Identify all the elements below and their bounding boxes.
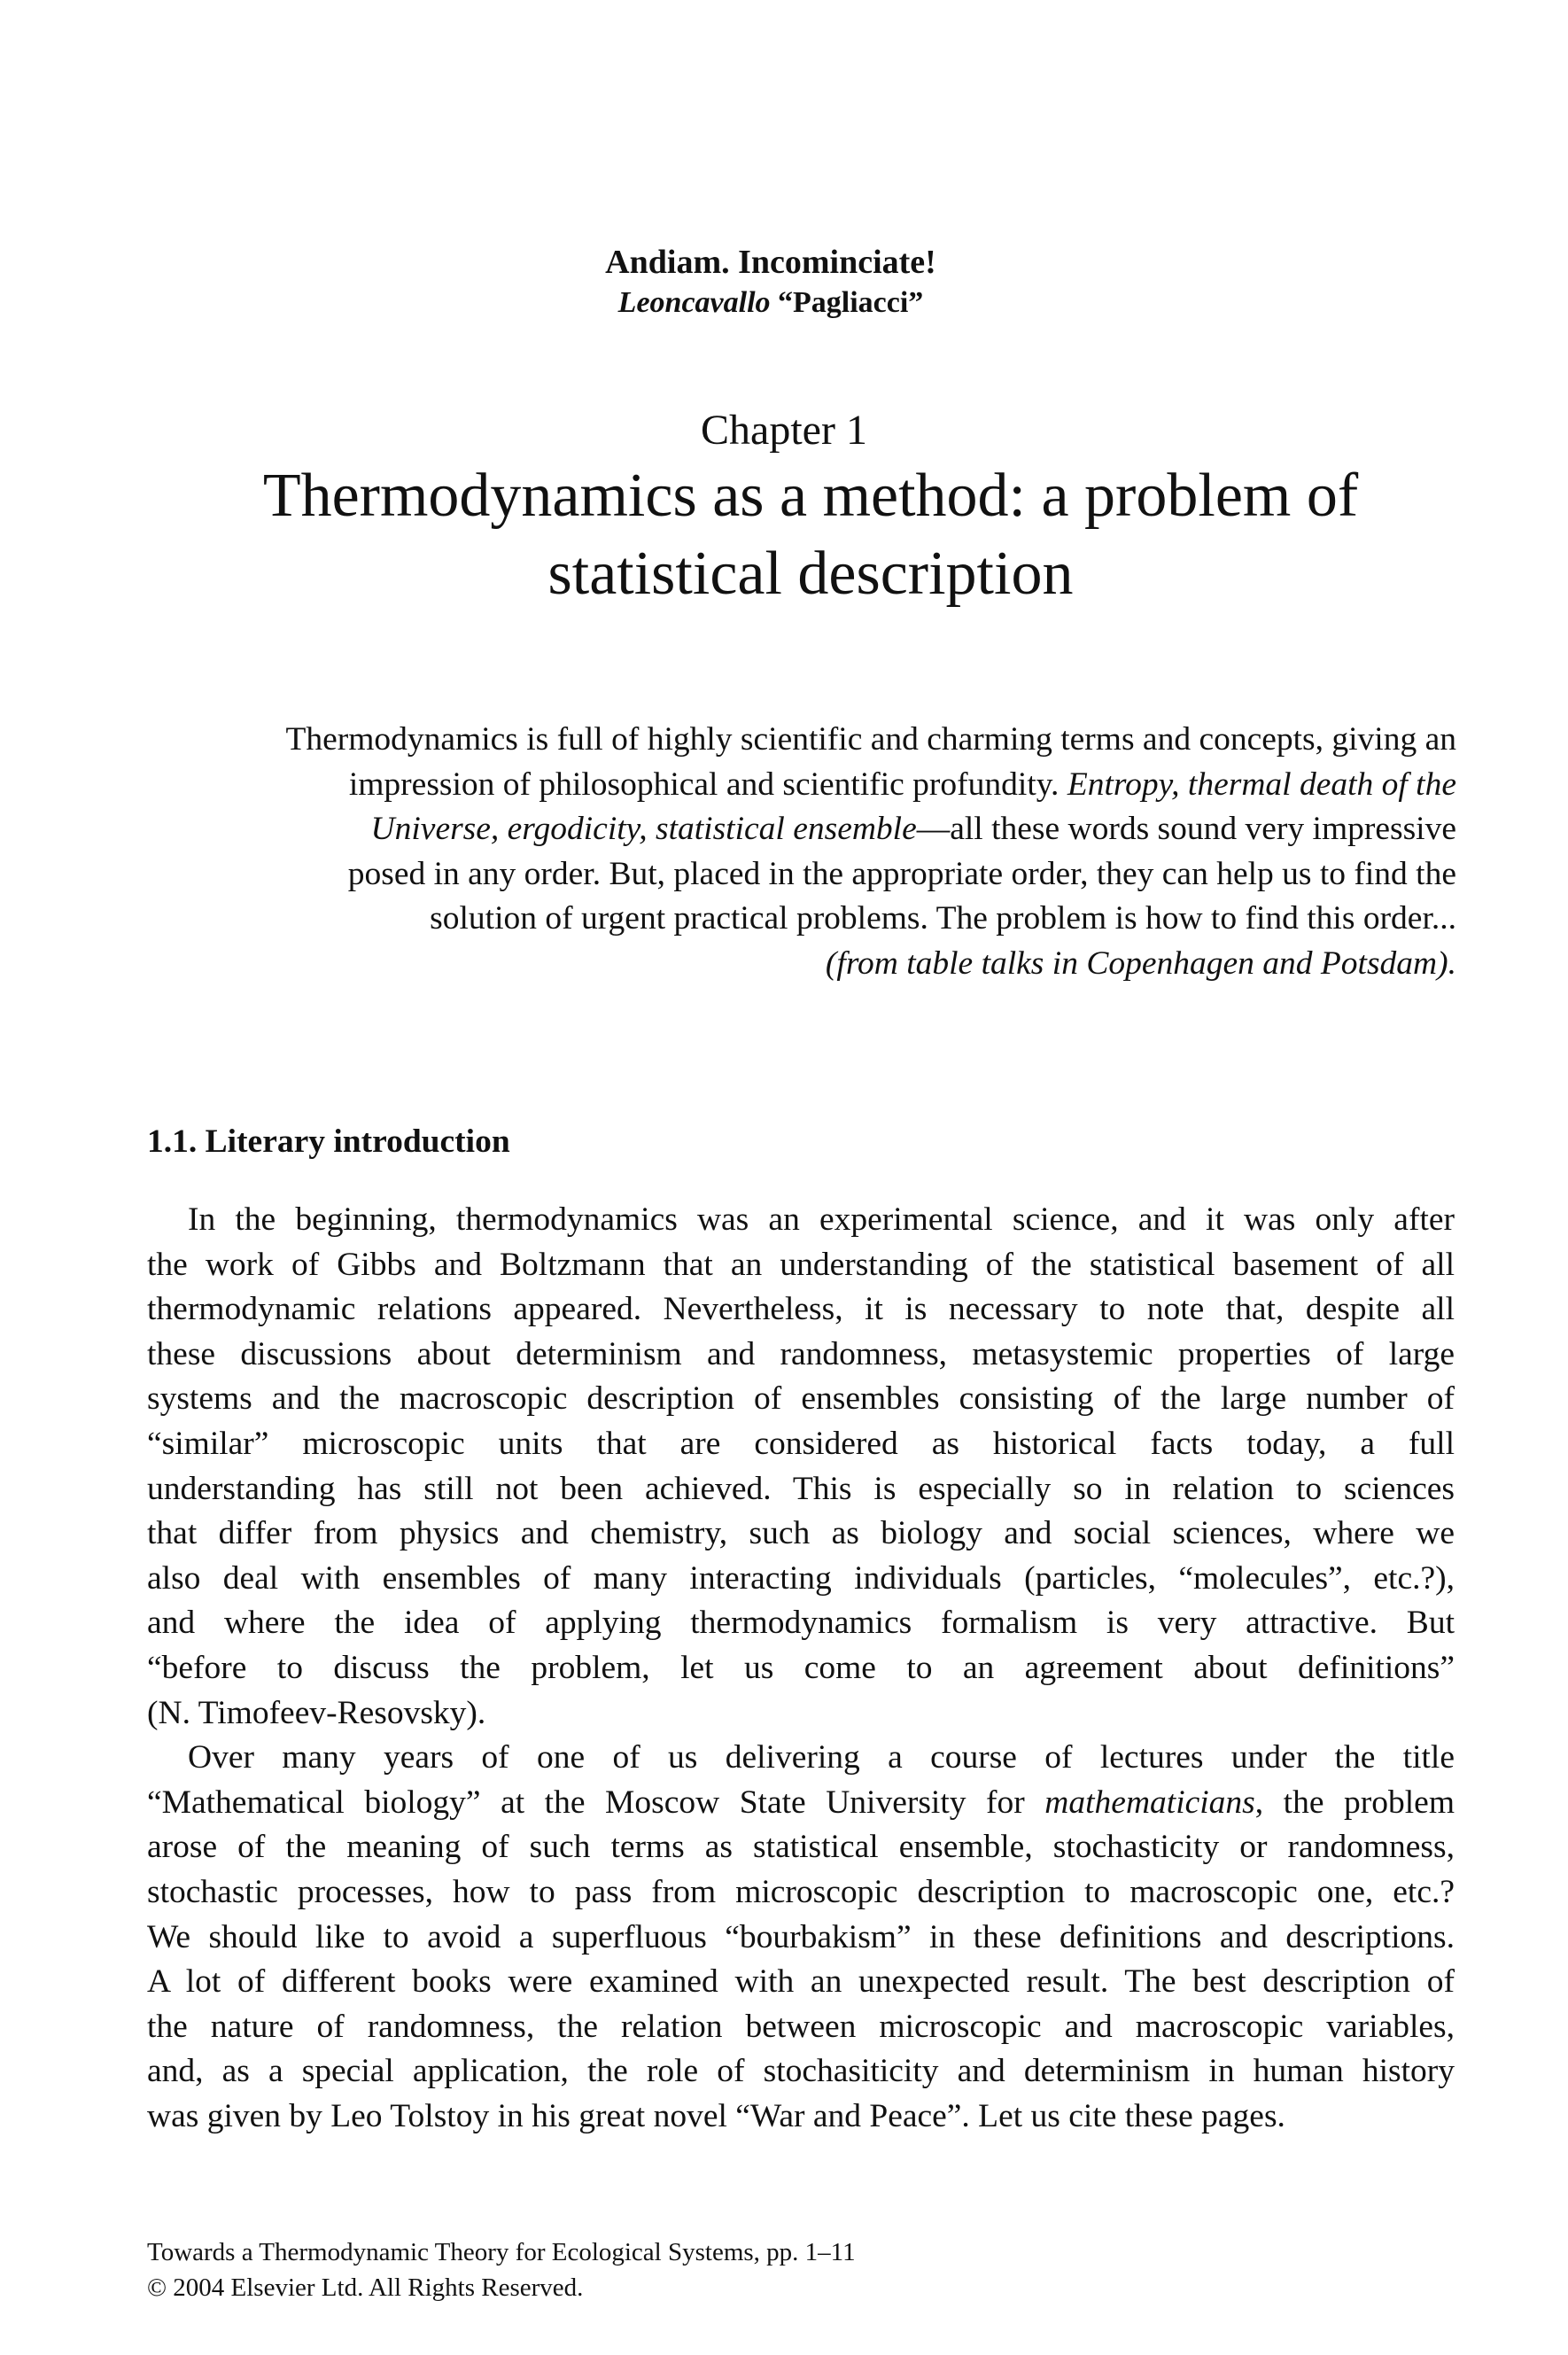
chapter-label: Chapter 1 (701, 407, 867, 454)
paragraph-emphasis: mathematicians (1044, 1784, 1255, 1821)
abstract-text: —all these words sound very impressive (916, 811, 1456, 847)
paragraph-line: the work of Gibbs and Boltzmann that an understanding of the statistical basement of all (147, 1246, 1455, 1283)
paragraph-line: the nature of randomness, the relation between microscopic and macroscopic variables, (147, 2008, 1455, 2045)
abstract-line: posed in any order. But, placed in the appropriate order, they can help us to find the (347, 855, 1456, 892)
footer-copyright: © 2004 Elsevier Ltd. All Rights Reserved. (147, 2273, 584, 2302)
chapter-title-line: Thermodynamics as a method: a problem of (262, 462, 1359, 530)
epigraph (532, 241, 1010, 323)
paragraph-line: stochastic processes, how to pass from microscopic description to macroscopic one, etc.? (147, 1873, 1455, 1910)
paragraph-line: Over many years of one of us delivering a course of lectures under the title (188, 1739, 1455, 1776)
chapter-abstract (181, 718, 1456, 986)
paragraph-line: and where the idea of applying thermodynamics formalism is very attractive. But (147, 1605, 1455, 1642)
page-footer (147, 2235, 856, 2305)
paragraph-line: and, as a special application, the role of stochasiticity and determinism in human history (147, 2053, 1455, 2090)
epigraph-attribution (532, 284, 1010, 323)
abstract-line (181, 942, 1456, 987)
paragraph-line: We should like to avoid a superfluous “bourbakism” in these definitions and descriptions. (147, 1918, 1455, 1955)
paragraph-line: thermodynamic relations appeared. Nevertheless, it is necessary to note that, despite all (147, 1291, 1455, 1328)
paragraph-line: “before to discuss the problem, let us come to an agreement about definitions” (147, 1649, 1455, 1686)
paragraph-line: (N. Timofeev-Resovsky). (147, 1694, 486, 1731)
paragraph-line: understanding has still not been achieved. This is especially so in relation to sciences (147, 1470, 1455, 1507)
abstract-text: impression of philosophical and scientific profundity. (348, 766, 1067, 803)
paragraph-line (147, 1781, 1455, 1826)
body-text (147, 1198, 1455, 2139)
epigraph-quote: Andiam. Incominciate! (605, 244, 936, 281)
paragraph-line: that differ from physics and chemistry, such as biology and social sciences, where we (147, 1515, 1455, 1552)
chapter-title-line: statistical description (547, 540, 1074, 608)
epigraph-author: Leoncavallo (617, 286, 771, 319)
paragraph-line: “similar” microscopic units that are considered as historical facts today, a full (147, 1425, 1455, 1462)
abstract-line: solution of urgent practical problems. The problem is how to find this order... (430, 900, 1456, 937)
epigraph-work: “Pagliacci” (778, 286, 924, 319)
abstract-emphasis: Universe, ergodicity, statistical ensemble (370, 811, 917, 847)
paragraph-text: “Mathematical biology” at the Moscow State University for (147, 1784, 1045, 1821)
paragraph-text: , the problem (1254, 1784, 1455, 1821)
abstract-emphasis: Entropy, thermal death of the (1067, 766, 1456, 803)
section-heading: 1.1. Literary introduction (147, 1123, 510, 1160)
abstract-line (181, 807, 1456, 852)
abstract-line: Thermodynamics is full of highly scientific and charming terms and concepts, giving an (285, 721, 1456, 758)
abstract-source: (from table talks in Copenhagen and Potsdam). (825, 944, 1456, 982)
paragraph-line: also deal with ensembles of many interacting individuals (particles, “molecules”, etc.?), (147, 1559, 1455, 1597)
paragraph-line: these discussions about determinism and randomness, metasystemic properties of large (147, 1335, 1455, 1372)
paragraph-line: was given by Leo Tolstoy in his great novel “War and Peace”. Let us cite these pages. (147, 2097, 1285, 2134)
paragraph-line: In the beginning, thermodynamics was an experimental science, and it was only after (188, 1201, 1455, 1238)
abstract-line (181, 763, 1456, 808)
paragraph-line: systems and the macroscopic description of ensembles consisting of the large number of (147, 1380, 1455, 1418)
footer-citation: Towards a Thermodynamic Theory for Ecological Systems, pp. 1–11 (147, 2238, 856, 2266)
chapter-title (186, 457, 1435, 613)
paragraph-line: A lot of different books were examined with an unexpected result. The best description of (147, 1963, 1455, 2001)
paragraph-line: arose of the meaning of such terms as statistical ensemble, stochasticity or randomness, (147, 1829, 1455, 1866)
